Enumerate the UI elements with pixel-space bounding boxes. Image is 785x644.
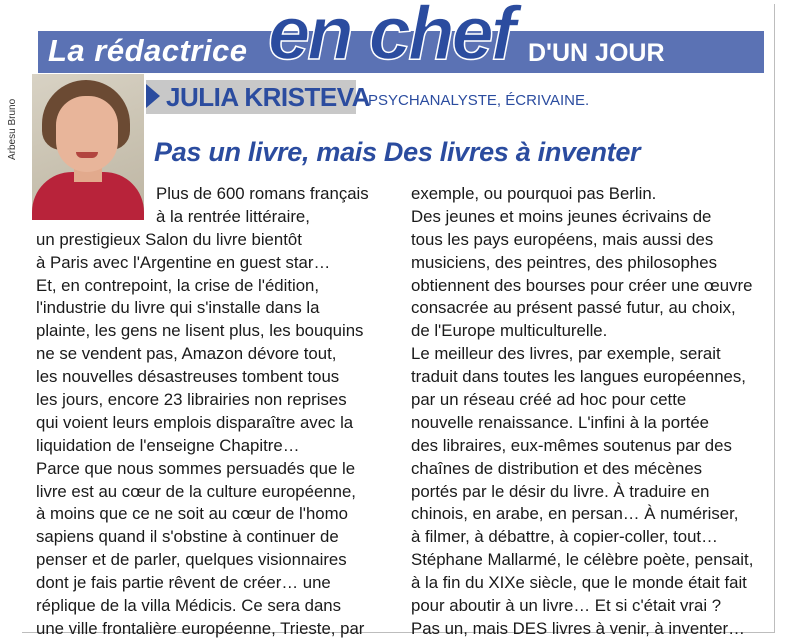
article-headline: Pas un livre, mais Des livres à inventer: [154, 137, 641, 167]
article-line: penser et de parler, quelques visionnaires: [36, 550, 347, 570]
article-line: Parce que nous sommes persuadés que le: [36, 458, 356, 478]
article-line: à Paris avec l'Argentine en guest star…: [36, 252, 331, 272]
article-line: réplique de la villa Médicis. Ce sera dans: [36, 596, 342, 616]
article-line: sapiens quand il s'obstine à continuer de: [36, 527, 339, 547]
photo-credit: Arbesu Bruno: [7, 98, 18, 160]
article-line: de l'Europe multiculturelle.: [411, 321, 608, 341]
arrow-icon: [146, 84, 160, 108]
article-line: Et, en contrepoint, la crise de l'édition,: [36, 275, 320, 295]
article-line: Stéphane Mallarmé, le célèbre poète, pensait,: [411, 550, 754, 570]
article-line: Le meilleur des livres, par exemple, serait: [411, 344, 721, 364]
article-line: par un réseau créé ad hoc pour cette: [411, 390, 687, 410]
article-line: ne se vendent pas, Amazon dévore tout,: [36, 344, 337, 364]
article-line: Plus de 600 romans français: [156, 184, 369, 203]
article-line: pour aboutir à un livre… Et si c'était vrai ?: [411, 596, 722, 616]
article-line: une ville frontalière européenne, Trieste, par: [36, 618, 365, 638]
article-line: à la fin du XIXe siècle, que le monde était fait: [411, 573, 747, 593]
article-column-2: [411, 183, 753, 641]
article-line: nouvelle renaissance. L'infini à la portée: [411, 412, 709, 432]
article-line: traduit dans toutes les langues européennes,: [411, 367, 746, 387]
article-line: qui voient leurs emplois disparaître avec la: [36, 412, 354, 432]
article-line: musiciens, des peintres, des philosophes: [411, 252, 717, 272]
article-line: Pas un, mais DES livres à venir, à inventer…: [411, 618, 745, 638]
article-line: chaînes de distribution et des mécènes: [411, 458, 703, 478]
article-line: livre est au cœur de la culture européenne,: [36, 481, 356, 501]
article-line: liquidation de l'enseigne Chapitre…: [36, 435, 300, 455]
article-line: à filmer, à débattre, à copier-coller, tout…: [411, 527, 718, 547]
article-line: tous les pays européens, mais aussi des: [411, 229, 714, 249]
article-line: portés par le désir du livre. À traduire en: [411, 481, 710, 501]
header-title-big: en chef: [268, 0, 514, 76]
article-line: à la rentrée littéraire,: [156, 206, 310, 226]
article-line: un prestigieux Salon du livre bientôt: [36, 229, 302, 249]
article-line: les jours, encore 23 librairies non reprises: [36, 390, 347, 410]
article-line: chinois, en arabe, en persan… À numériser,: [411, 504, 739, 524]
author-role: PSYCHANALYSTE, ÉCRIVAINE.: [368, 92, 590, 109]
article-line: les nouvelles désastreuses tombent tous: [36, 367, 340, 387]
author-name: JULIA KRISTEVA: [166, 82, 370, 112]
header-subtitle: D'UN JOUR: [528, 39, 665, 67]
header-title: La rédactrice: [48, 33, 248, 68]
article-line: obtiennent des bourses pour créer une œuvre: [411, 275, 753, 295]
article-line: dont je fais partie rêvent de créer… une: [36, 573, 331, 593]
article-line: exemple, ou pourquoi pas Berlin.: [411, 184, 657, 203]
article-line: des libraires, eux-mêmes soutenus par des: [411, 435, 732, 455]
article-line: Des jeunes et moins jeunes écrivains de: [411, 206, 712, 226]
article-line: consacrée au présent passé futur, au choix,: [411, 298, 736, 318]
article-line: plainte, les gens ne lisent plus, les bouquins: [36, 321, 364, 341]
article-line: à moins que ce ne soit au cœur de l'homo: [36, 504, 348, 524]
article-column-1: [36, 183, 369, 641]
article-line: l'industrie du livre qui s'installe dans la: [36, 298, 320, 318]
